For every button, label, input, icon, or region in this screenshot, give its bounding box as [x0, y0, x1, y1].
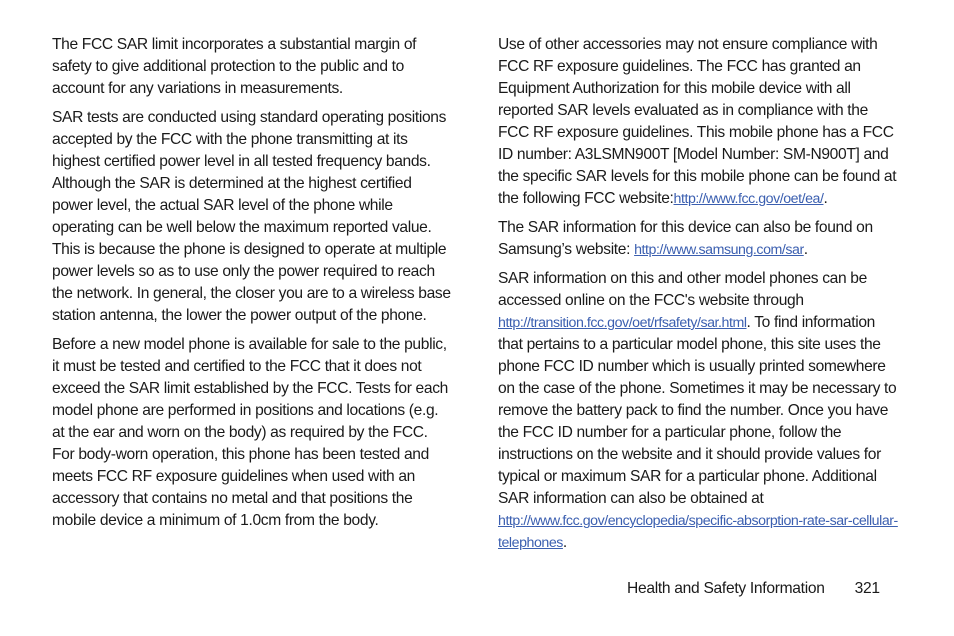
samsung-sar-link[interactable]: http://www.samsung.com/sar: [634, 242, 804, 258]
right-column: [498, 34, 898, 561]
page-footer: [627, 578, 880, 600]
left-column: [52, 34, 452, 539]
fcc-encyclopedia-sar-link[interactable]: http://www.fcc.gov/encyclopedia/specific-absorption-rate-sar-cellular-telephones: [498, 513, 898, 551]
paragraph-samsung-sar-text: The SAR information for this device can also be found on Samsung’s website:: [498, 219, 873, 258]
paragraph-sar-tests: SAR tests are conducted using standard operating positions accepted by the FCC with the phone transmitting at its highest certified power level in all tested frequency bands. Although the SAR is determined at the highest certified power level, the actual SAR level of the phone while operating can be well below the maximum reported value. This is because the phone is designed to operate at multiple power levels so as to use only the power required to reach the network. In general, the closer you are to a wireless base station antenna, the lower the power output of the phone.: [52, 109, 451, 324]
paragraph-samsung-sar: [498, 217, 898, 261]
paragraph-fcc-website-end: .: [562, 534, 567, 551]
paragraph-new-model-testing: Before a new model phone is available for sale to the public, it must be tested and certified to the FCC that it does not exceed the SAR limit established by the FCC. Tests for each model phone are performed in positions and locations (e.g. at the ear and worn on the body) as required by the FCC. For body-worn operation, this phone has been tested and meets FCC RF exposure guidelines when used with an accessory that contains no metal and that positions the mobile device a minimum of 1.0cm from the body.: [52, 336, 448, 529]
paragraph-accessories-text: Use of other accessories may not ensure compliance with FCC RF exposure guidelines. The FCC has granted an Equipment Authorization for this mobile device with all reported SAR levels evaluated as in compliance with the FCC RF exposure guidelines. This mobile phone has a FCC ID number: A3LSMN900T [Model Number: SM-N900T] and the specific SAR levels for this mobile phone can be found at the following FCC website:: [498, 36, 897, 207]
paragraph-accessories-end: .: [823, 190, 828, 207]
paragraph-fcc-website-middle: . To find information that pertains to a particular model phone, this site uses the phone FCC ID number which is usually printed somewhere on the case of the phone. Sometimes it may be necessary to remove the battery pack to find the number. Once you have the FCC ID number for a particular phone, follow the instructions on the website and it should provide values for typical or maximum SAR for a particular phone. Additional SAR information can also be obtained at: [498, 314, 897, 507]
paragraph-fcc-website-text: SAR information on this and other model phones can be accessed online on the FCC's website through: [498, 270, 867, 309]
fcc-rfsafety-sar-link[interactable]: http://transition.fcc.gov/oet/rfsafety/sar.html: [498, 315, 747, 331]
page-number: 321: [854, 580, 880, 597]
fcc-oet-ea-link[interactable]: http://www.fcc.gov/oet/ea/: [673, 191, 824, 207]
paragraph-sar-limit: The FCC SAR limit incorporates a substantial margin of safety to give additional protection to the public and to account for any variations in measurements.: [52, 36, 417, 97]
paragraph-accessories: [498, 34, 898, 210]
paragraph-fcc-website: [498, 268, 898, 554]
footer-section-title: Health and Safety Information: [627, 580, 825, 597]
paragraph-samsung-sar-end: .: [803, 241, 808, 258]
